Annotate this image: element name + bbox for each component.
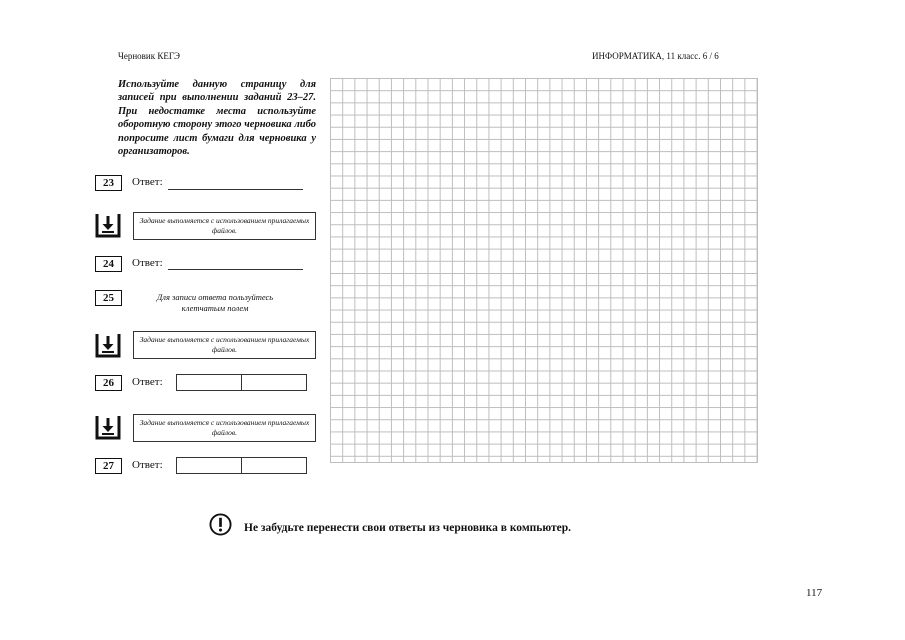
task-number-25: 25 — [95, 290, 122, 306]
task-25-note: Для записи ответа пользуйтесь клетчатым полем — [156, 292, 274, 313]
header-left: Черновик КЕГЭ — [118, 51, 180, 61]
answer-cell[interactable] — [177, 375, 241, 390]
reminder-text: Не забудьте перенести свои ответы из черновика в компьютер. — [244, 522, 572, 534]
answer-cell[interactable] — [241, 458, 306, 473]
answer-line-23[interactable] — [168, 189, 303, 190]
download-icon — [94, 331, 122, 359]
answer-label-27: Ответ: — [132, 459, 163, 471]
answer-line-24[interactable] — [168, 269, 303, 270]
download-icon — [94, 413, 122, 441]
instruction-text: Используйте данную страницу для записей при выполнении заданий 23–27. При недостатке места используйте оборотную сторону этого черновика либо попросите лист бумаги для черновика у организаторов. — [118, 79, 316, 158]
answer-label-24: Ответ: — [132, 257, 163, 269]
download-icon — [94, 211, 122, 239]
file-notice-3: Задание выполняется с использованием прилагаемых файлов. — [133, 414, 316, 442]
answer-cell[interactable] — [241, 375, 306, 390]
task-number-27: 27 — [95, 458, 122, 474]
answer-label-26: Ответ: — [132, 376, 163, 388]
answer-label-23: Ответ: — [132, 176, 163, 188]
answer-cells-27[interactable] — [176, 457, 307, 474]
draft-grid[interactable] — [330, 78, 758, 463]
task-number-26: 26 — [95, 375, 122, 391]
header-right: ИНФОРМАТИКА, 11 класс. 6 / 6 — [592, 51, 719, 61]
file-notice-1: Задание выполняется с использованием прилагаемых файлов. — [133, 212, 316, 240]
task-number-23: 23 — [95, 175, 122, 191]
answer-cell[interactable] — [177, 458, 241, 473]
page-number: 117 — [806, 587, 823, 599]
answer-cells-26[interactable] — [176, 374, 307, 391]
file-notice-2: Задание выполняется с использованием прилагаемых файлов. — [133, 331, 316, 359]
task-number-24: 24 — [95, 256, 122, 272]
exclamation-circle-icon — [209, 513, 232, 536]
